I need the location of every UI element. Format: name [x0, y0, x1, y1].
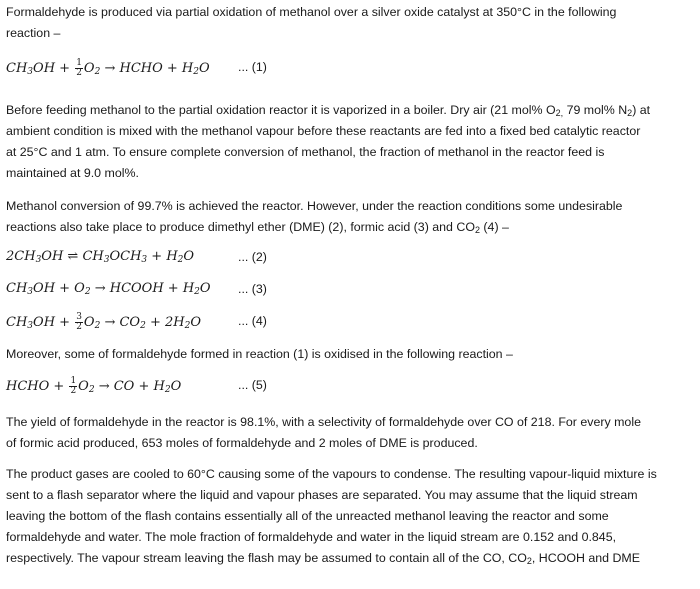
conversion-paragraph: Methanol conversion of 99.7% is achieved the reactor. However, under the reaction conditions some undesirable reactions also take place to produce dimethyl ether (DME) (2), formic acid (3) and $CO_2$ (4) –: [6, 199, 623, 235]
intro-paragraph: [6, 0, 696, 44]
feed-paragraph: Before feeding methanol to the partial oxidation reactor it is vaporized in a boiler. Dry air (21 mol% $O_{2,}$ 79 mol% $N_2$) at ambient condition is mixed with the methanol vapour before these reactants are fed into a fixed bed catalytic reactor at 25°C and 1 atm. To ensure complete conversion of methanol, the fraction of methanol in the reactor feed is maintained at 9.0 mol%.: [6, 103, 651, 180]
equation-2: $2CH_3OH$ ⇌ $CH_3OCH_3 + H_2O$ ... (2): [6, 249, 267, 265]
equation-5: HCHO + $\frac{1}{2}$ $O_2$ → CO + $H_2O$ ... (5): [6, 376, 267, 396]
equation-3: $CH_3OH + O_2$ → HCOOH + $H_2O$ ... (3): [6, 281, 267, 297]
fraction: $\frac{3}{2}$: [76, 312, 82, 332]
equation-number-1: ... (1): [238, 60, 267, 74]
flash-paragraph: The product gases are cooled to 60°C causing some of the vapours to condense. The resulting vapour-liquid mixture is sent to a flash separator where the liquid and vapour phases are separated. You may assume that the liquid stream leaving the bottom of the flash contains essentially all of the unreacted methanol leaving the reactor and some formaldehyde and water. The mole fraction of formaldehyde and water in the liquid stream are 0.152 and 0.845, respectively. The vapour stream leaving the flash may be assumed to contain all of the CO, $CO_2$, HCOOH and DME: [6, 467, 657, 566]
equation-number-5: ... (5): [238, 378, 267, 392]
intro-line-1: Formaldehyde is produced via partial oxidation of methanol over a silver oxide catalyst at 350°C in the following: [6, 5, 617, 19]
equation-4: $CH_3OH$ + $\frac{3}{2}$ $O_2 \to CO_2 + 2H_2O$ ... (4): [6, 312, 267, 332]
fraction: $\frac{1}{2}$: [70, 376, 77, 396]
equation-number-4: ... (4): [238, 314, 267, 328]
fraction: $\frac{1}{2}$: [76, 58, 82, 78]
intro-line-2: reaction –: [6, 26, 61, 40]
yield-paragraph: The yield of formaldehyde in the reactor is 98.1%, with a selectivity of formaldehyde over CO of 218. For every mole of formic acid produced, 653 moles of formaldehyde and 2 moles of DME is produced.: [6, 415, 641, 450]
equation-number-2: ... (2): [238, 250, 267, 264]
oxidation-paragraph: Moreover, some of formaldehyde formed in reaction (1) is oxidised in the following reaction –: [6, 347, 513, 361]
equation-1: $CH_3OH$ + $\frac{1}{2}$ $O_2$ → HCHO + $H_2O$ ... (1): [6, 58, 267, 78]
equation-number-3: ... (3): [238, 282, 267, 296]
